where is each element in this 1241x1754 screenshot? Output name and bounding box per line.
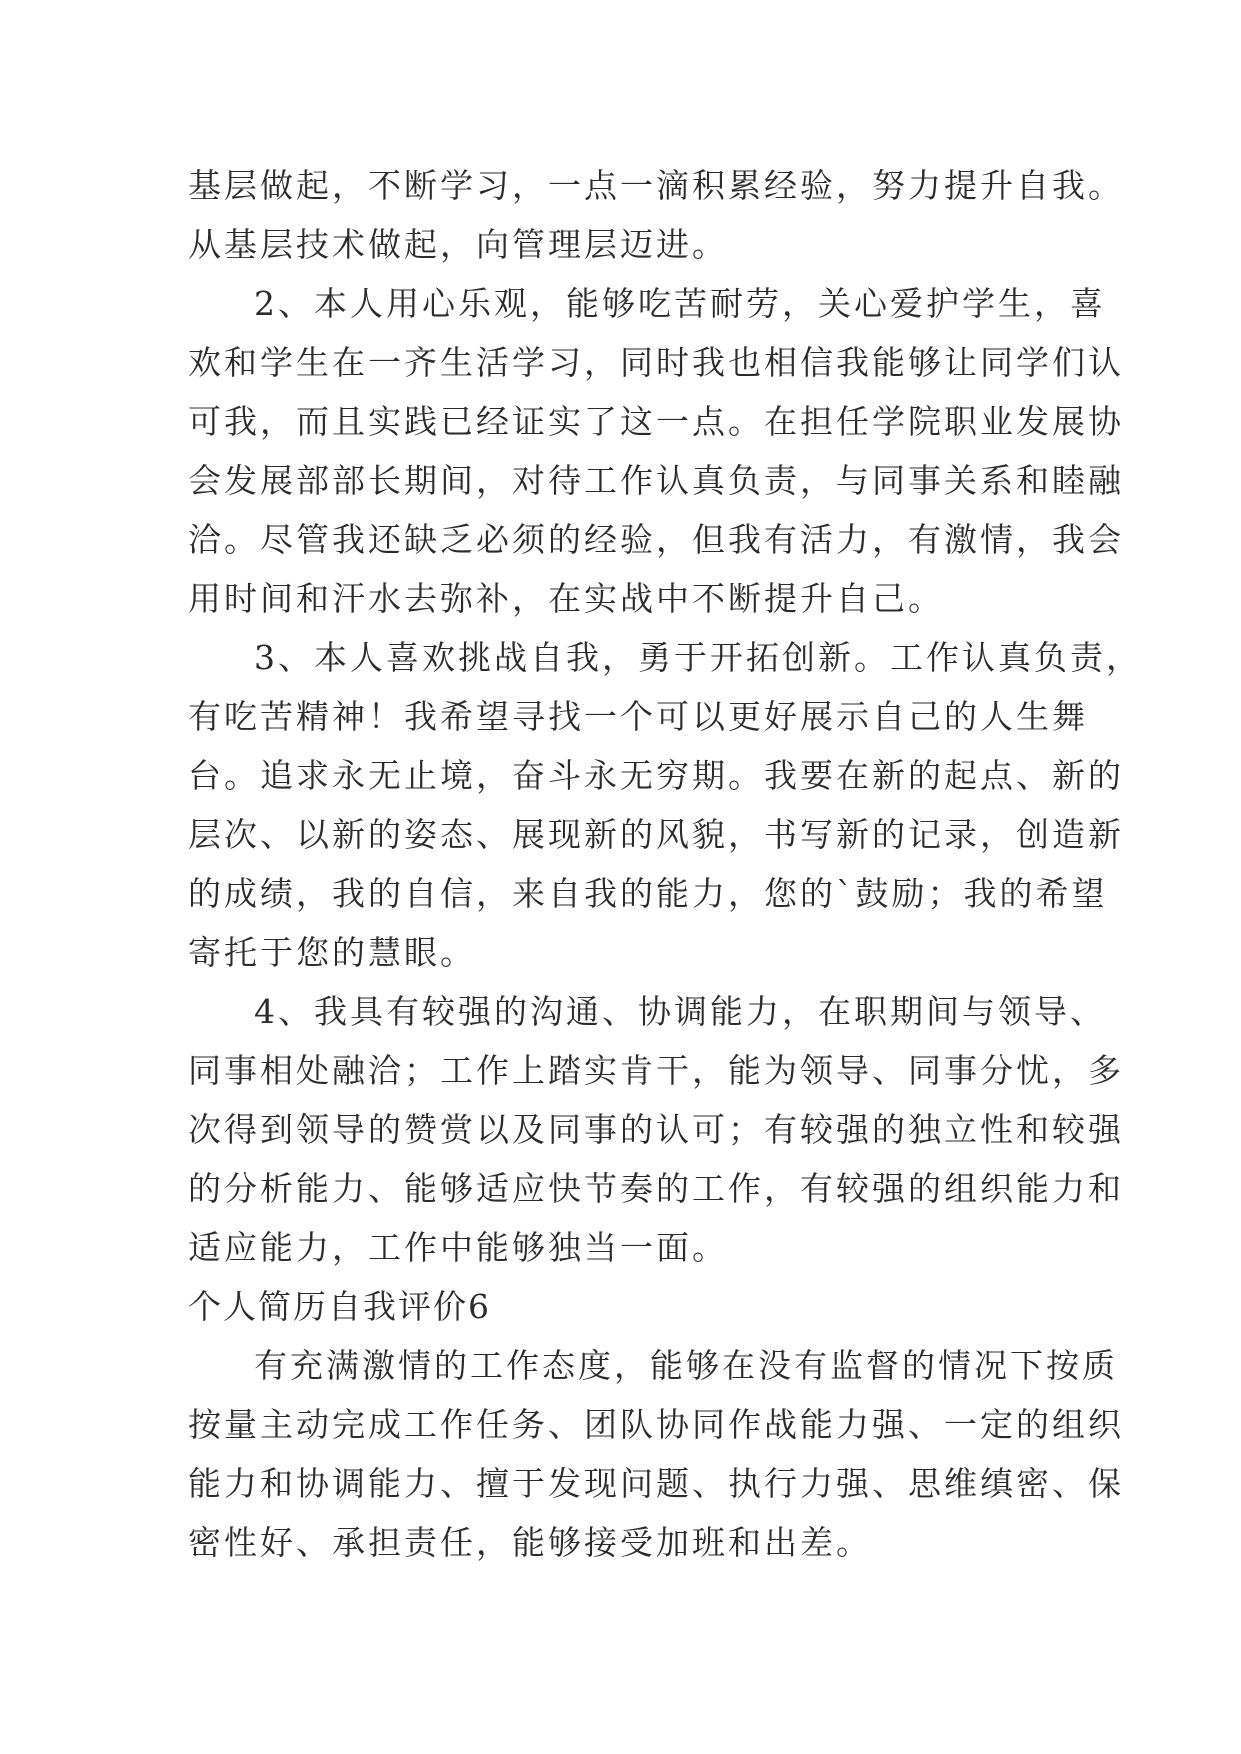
text-line: 有吃苦精神！我希望寻找一个可以更好展示自己的人生舞 [188, 697, 1088, 736]
text-line: 寄托于您的慧眼。 [188, 933, 476, 972]
text-line: 次得到领导的赞赏以及同事的认可；有较强的独立性和较强 [188, 1110, 1124, 1149]
text-line: 会发展部部长期间，对待工作认真负责，与同事关系和睦融 [188, 461, 1124, 500]
text-line: 的成绩，我的自信，来自我的能力，您的`鼓励；我的希望 [188, 874, 1108, 913]
text-line: 适应能力，工作中能够独当一面。 [188, 1228, 728, 1267]
paragraph-6-start: 有充满激情的工作态度，能够在没有监督的情况下按质 [254, 1346, 1118, 1385]
text-line: 能力和协调能力、擅于发现问题、执行力强、思维缜密、保 [188, 1464, 1124, 1503]
text-line: 按量主动完成工作任务、团队协同作战能力强、一定的组织 [188, 1405, 1124, 1444]
paragraph-2-start: 2、本人用心乐观，能够吃苦耐劳，关心爱护学生，喜 [254, 284, 1106, 323]
paragraph-4-start: 4、我具有较强的沟通、协调能力，在职期间与领导、 [254, 992, 1106, 1031]
text-line: 同事相处融洽；工作上踏实肯干，能为领导、同事分忧，多 [188, 1051, 1124, 1090]
text-line: 可我，而且实践已经证实了这一点。在担任学院职业发展协 [188, 402, 1124, 441]
document-body [188, 156, 1142, 1572]
text-line: 台。追求永无止境，奋斗永无穷期。我要在新的起点、新的 [188, 756, 1124, 795]
text-line: 从基层技术做起，向管理层迈进。 [188, 225, 728, 264]
text-line: 洽。尽管我还缺乏必须的经验，但我有活力，有激情，我会 [188, 520, 1124, 559]
paragraph-3-start: 3、本人喜欢挑战自我，勇于开拓创新。工作认真负责， [254, 638, 1142, 677]
text-line: 用时间和汗水去弥补，在实战中不断提升自己。 [188, 579, 944, 618]
text-line: 密性好、承担责任，能够接受加班和出差。 [188, 1523, 872, 1562]
text-line: 的分析能力、能够适应快节奏的工作，有较强的组织能力和 [188, 1169, 1124, 1208]
text-line: 欢和学生在一齐生活学习，同时我也相信我能够让同学们认 [188, 343, 1124, 382]
section-heading: 个人简历自我评价6 [188, 1287, 491, 1326]
text-line: 层次、以新的姿态、展现新的风貌，书写新的记录，创造新 [188, 815, 1124, 854]
text-line: 基层做起，不断学习，一点一滴积累经验，努力提升自我。 [188, 166, 1124, 205]
